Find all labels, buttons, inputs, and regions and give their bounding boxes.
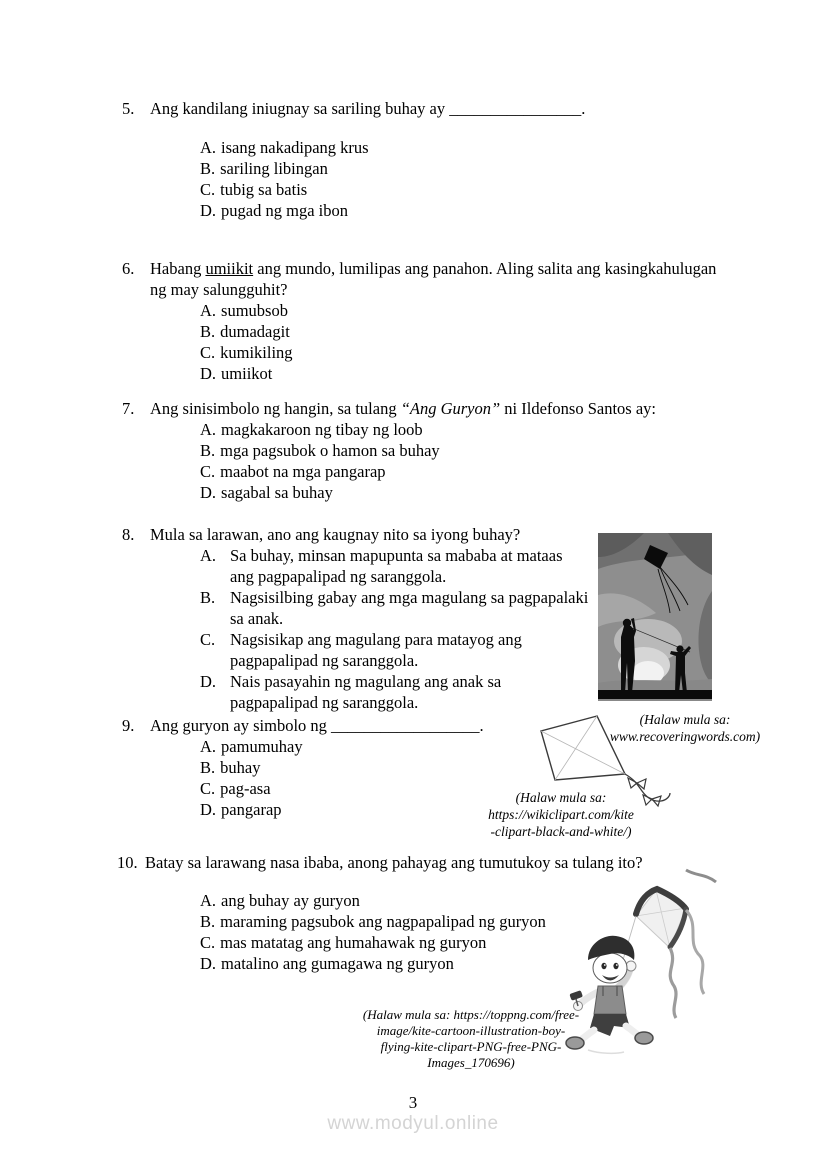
page-number: 3	[408, 1093, 418, 1112]
question-9-number: 9.	[122, 716, 135, 735]
poem-title: “Ang Guryon”	[400, 399, 501, 418]
option-c: C. mas matatag ang humahawak ng guryon	[200, 933, 487, 952]
option-d: D. pangarap	[200, 800, 282, 819]
question-6-prompt-line2: ng may salungguhit?	[150, 280, 288, 299]
option-c: C. pag-asa	[200, 779, 271, 798]
option-b: B. dumadagit	[200, 322, 290, 341]
question-6-options	[122, 300, 826, 384]
question-7-options	[122, 419, 826, 503]
question-5-prompt: Ang kandilang iniugnay sa sariling buhay ay ________________.	[150, 99, 586, 118]
question-10-prompt: Batay sa larawang nasa ibaba, anong pahayag ang tumutukoy sa tulang ito?	[145, 853, 643, 872]
kite-flying-silhouette-photo	[598, 533, 712, 701]
option-b: B. mga pagsubok o hamon sa buhay	[200, 441, 440, 460]
question-8	[122, 524, 826, 713]
option-a: A. sumubsob	[200, 301, 288, 320]
question-6-prompt: Habang umiikit ang mundo, lumilipas ang panahon. Aling salita ang kasingkahulugan ng may salungguhit?	[150, 258, 750, 300]
underlined-word: umiikit	[205, 259, 254, 278]
option-c: C. kumikiling	[200, 343, 293, 362]
option-a: A. pamumuhay	[200, 737, 303, 756]
question-7	[122, 398, 826, 503]
question-5	[122, 98, 826, 221]
caption-toppng: (Halaw mula sa: https://toppng.com/free- image/kite-cartoon-illustration-boy- flying-kite-clipart-PNG-free-PNG- Images_170696)	[362, 1007, 580, 1070]
question-8-number: 8.	[122, 525, 135, 544]
question-5-options	[122, 137, 826, 221]
option-b: B. maraming pagsubok ang nagpapalipad ng guryon	[200, 912, 546, 931]
option-b: B. sariling libingan	[200, 159, 328, 178]
option-b: B. Nagsisilbing gabay ang mga magulang sa pagpapalaki sa anak.	[200, 588, 589, 628]
option-c: C. tubig sa batis	[200, 180, 308, 199]
option-a: A. Sa buhay, minsan mapupunta sa mababa at mataas ang pagpapalipad ng saranggola.	[200, 546, 563, 586]
option-d: D. umiikot	[200, 364, 273, 383]
question-8-options	[122, 545, 826, 713]
watermark: www.modyul.online	[327, 1113, 499, 1134]
caption-recoveringwords: (Halaw mula sa: www.recoveringwords.com)	[609, 712, 761, 744]
caption-wikiclipart: (Halaw mula sa: https://wikiclipart.com/kite -clipart-black-and-white/)	[488, 790, 634, 839]
question-5-number: 5.	[122, 99, 135, 118]
silhouette-graphic	[598, 533, 712, 701]
question-6	[122, 258, 826, 384]
option-c: C. maabot na mga pangarap	[200, 462, 386, 481]
option-b: B. buhay	[200, 758, 261, 777]
option-d: D. matalino ang gumagawa ng guryon	[200, 954, 454, 973]
question-9-prompt: Ang guryon ay simbolo ng __________________.	[150, 716, 484, 735]
option-d: D. Nais pasayahin ng magulang ang anak sa pagpapalipad ng saranggola.	[200, 672, 502, 712]
option-d: D. sagabal sa buhay	[200, 483, 333, 502]
option-a: A. magkakaroon ng tibay ng loob	[200, 420, 423, 439]
option-c: C. Nagsisikap ang magulang para matayog ang pagpapalipad ng saranggola.	[200, 630, 522, 670]
option-a: A. ang buhay ay guryon	[200, 891, 360, 910]
option-d: D. pugad ng mga ibon	[200, 201, 348, 220]
question-10-number: 10.	[117, 853, 138, 872]
question-7-number: 7.	[122, 399, 135, 418]
question-6-number: 6.	[122, 259, 135, 278]
question-7-prompt: Ang sinisimbolo ng hangin, sa tulang “Ang Guryon” ni Ildefonso Santos ay:	[150, 399, 656, 418]
option-a: A. isang nakadipang krus	[200, 138, 369, 157]
question-8-prompt: Mula sa larawan, ano ang kaugnay nito sa iyong buhay?	[150, 525, 521, 544]
